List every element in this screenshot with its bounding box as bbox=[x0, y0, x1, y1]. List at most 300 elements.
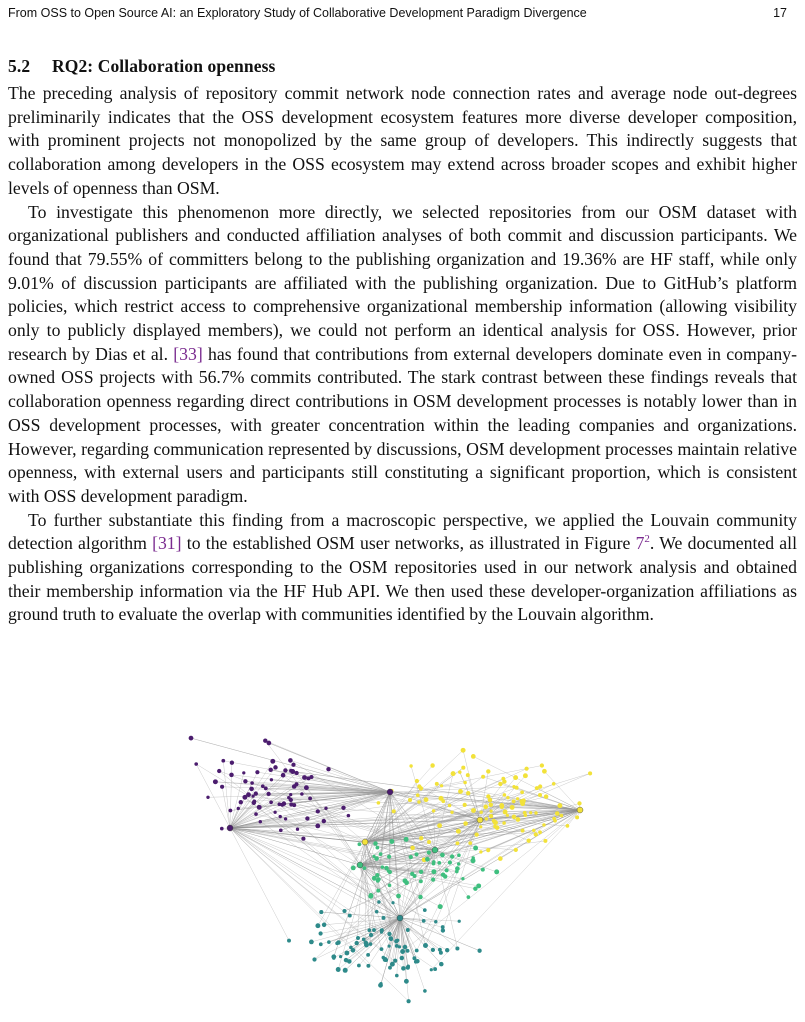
network-node bbox=[302, 775, 307, 780]
network-node bbox=[266, 792, 270, 796]
network-node bbox=[388, 870, 392, 874]
network-node bbox=[217, 769, 221, 773]
citation-link-31[interactable]: [31] bbox=[152, 533, 182, 554]
network-edge bbox=[222, 787, 230, 828]
network-node bbox=[289, 798, 293, 802]
network-node bbox=[423, 943, 428, 948]
network-node bbox=[400, 956, 404, 960]
network-node bbox=[326, 767, 330, 771]
network-node bbox=[457, 853, 461, 857]
network-node bbox=[390, 938, 393, 941]
network-node bbox=[254, 812, 258, 816]
network-node bbox=[451, 771, 456, 776]
network-node bbox=[296, 828, 299, 831]
network-node bbox=[542, 823, 545, 826]
network-node bbox=[486, 794, 490, 798]
network-node bbox=[471, 754, 476, 759]
network-node bbox=[261, 784, 265, 788]
network-edge bbox=[271, 802, 435, 850]
paragraph-1: The preceding analysis of repository commit network node connection rates and average node out-degrees preliminarily indicates that the OSS development ecosystem features more diverse developer composition, with prominent projects not monopolized by the same group of developers. This indirectly suggests that collaboration among developers in the OSS ecosystem may extend across broader scopes and exhibit higher levels of openness than OSM. bbox=[8, 83, 797, 198]
network-node bbox=[309, 940, 314, 945]
network-node bbox=[489, 809, 492, 812]
network-node bbox=[414, 960, 418, 964]
network-node bbox=[450, 854, 454, 858]
running-title: From OSS to Open Source AI: an Exploratory Study of Collaborative Development Paradigm Divergence bbox=[8, 6, 587, 20]
network-node bbox=[355, 941, 359, 945]
network-edge bbox=[379, 850, 435, 879]
network-node bbox=[406, 999, 410, 1003]
network-node bbox=[263, 738, 267, 742]
network-node bbox=[529, 811, 532, 814]
network-node bbox=[430, 968, 433, 971]
network-node bbox=[206, 796, 209, 799]
network-node bbox=[499, 803, 504, 808]
network-node bbox=[437, 823, 442, 828]
network-node bbox=[458, 920, 461, 923]
network-node bbox=[445, 868, 449, 872]
network-node bbox=[439, 796, 444, 801]
network-node bbox=[395, 944, 399, 948]
network-node bbox=[292, 784, 297, 789]
network-node bbox=[351, 865, 356, 870]
network-node bbox=[455, 870, 459, 874]
network-node bbox=[412, 956, 416, 960]
network-node bbox=[479, 825, 482, 828]
network-node bbox=[348, 914, 352, 918]
network-node bbox=[415, 779, 419, 783]
network-node bbox=[450, 811, 453, 814]
paragraph-2-text-a: To investigate this phenomenon more directly, we selected repositories from our OSM dataset with organizational publishers and conducted affiliation analyses of both commit and discussion participants. We found that 79.55% of committers belong to the publishing organization and 19.36% are HF staff, while only 9.01% of discussion participants are affiliated with the publishing organization. Due to GitHub’s platform policies, which restrict access to comprehensive organizational membership information (allowing visibility only to publicly displayed members), we could not perform an identical analysis for OSS. However, prior research by Dias et al. bbox=[8, 201, 797, 364]
network-node bbox=[445, 948, 449, 952]
network-node bbox=[525, 767, 529, 771]
body-text bbox=[8, 82, 797, 627]
network-node bbox=[349, 946, 353, 950]
network-node bbox=[264, 786, 268, 790]
network-node bbox=[520, 790, 524, 794]
network-node bbox=[527, 839, 531, 843]
network-edge bbox=[400, 918, 459, 921]
network-node bbox=[417, 800, 420, 803]
network-node bbox=[473, 846, 478, 851]
network-node bbox=[379, 982, 382, 985]
network-hub-node bbox=[227, 825, 233, 831]
paragraph-3-text-b: to the established OSM user networks, as illustrated in Figure bbox=[181, 533, 636, 554]
network-node bbox=[404, 880, 409, 885]
paragraph-3 bbox=[8, 509, 797, 628]
paragraph-2-text-b: has found that contributions from external developers dominate even in company-owned OSS projects with 56.7% commits contributed. The stark contrast between these findings reveals that collaboration openness regarding direct contributions in OSM development processes is notably lower than in OSS development processes, with greater concentration within the leading companies and organizations. However, regarding communication represented by discussions, OSM development processes maintain relative openness, with external users and participants still constituting a significant proportion, which is consistent with OSS development paradigm. bbox=[8, 343, 797, 506]
network-edge bbox=[230, 828, 350, 916]
network-node bbox=[431, 948, 435, 952]
network-node bbox=[494, 869, 499, 874]
network-node bbox=[220, 785, 224, 789]
network-node bbox=[542, 769, 547, 774]
running-header bbox=[8, 6, 797, 22]
network-node bbox=[250, 781, 254, 785]
network-node bbox=[281, 773, 286, 778]
network-node bbox=[458, 789, 463, 794]
network-node bbox=[343, 968, 348, 973]
network-node bbox=[483, 805, 488, 810]
network-node bbox=[401, 966, 406, 971]
network-node bbox=[243, 779, 247, 783]
network-node bbox=[463, 803, 467, 807]
network-node bbox=[461, 877, 464, 880]
network-node bbox=[369, 933, 373, 937]
network-node bbox=[383, 957, 388, 962]
network-node bbox=[434, 920, 437, 923]
network-node bbox=[455, 946, 459, 950]
network-node bbox=[377, 900, 380, 903]
network-node bbox=[552, 817, 556, 821]
network-node bbox=[476, 883, 481, 888]
network-node bbox=[396, 939, 399, 942]
network-node bbox=[419, 836, 423, 840]
network-node bbox=[373, 841, 378, 846]
network-node bbox=[437, 861, 441, 865]
network-node bbox=[512, 785, 515, 788]
network-edge bbox=[435, 850, 497, 872]
network-node bbox=[471, 858, 476, 863]
network-node bbox=[498, 856, 503, 861]
network-node bbox=[400, 949, 405, 954]
network-node bbox=[502, 821, 506, 825]
network-node bbox=[409, 855, 413, 859]
network-node bbox=[229, 773, 234, 778]
network-node bbox=[366, 953, 370, 957]
network-node bbox=[372, 928, 376, 932]
network-node bbox=[566, 824, 570, 828]
network-node bbox=[388, 883, 392, 887]
network-edge bbox=[230, 828, 382, 949]
network-node bbox=[336, 967, 341, 972]
network-node bbox=[332, 956, 335, 959]
network-node bbox=[315, 823, 320, 828]
network-node bbox=[283, 768, 287, 772]
network-node bbox=[389, 839, 394, 844]
network-node bbox=[486, 769, 490, 773]
network-edge bbox=[400, 918, 480, 951]
network-node bbox=[380, 947, 384, 951]
network-node bbox=[481, 775, 485, 779]
network-node bbox=[439, 962, 444, 967]
network-node bbox=[516, 817, 521, 822]
network-node bbox=[510, 805, 515, 810]
network-node bbox=[279, 828, 283, 832]
network-node bbox=[432, 809, 435, 812]
network-node bbox=[441, 925, 445, 929]
network-node bbox=[435, 782, 439, 786]
network-node bbox=[268, 768, 272, 772]
network-node bbox=[427, 840, 431, 844]
network-node bbox=[418, 895, 422, 899]
network-node bbox=[376, 846, 380, 850]
network-node bbox=[289, 793, 292, 796]
network-node bbox=[577, 801, 581, 805]
network-node bbox=[424, 797, 429, 802]
network-node bbox=[273, 811, 276, 814]
network-node bbox=[249, 787, 254, 792]
network-node bbox=[481, 868, 485, 872]
network-node bbox=[431, 869, 436, 874]
network-node bbox=[322, 923, 327, 928]
network-node bbox=[419, 870, 423, 874]
paragraph-2 bbox=[8, 201, 797, 509]
footnote-marker[interactable]: 2 bbox=[644, 533, 650, 546]
network-node bbox=[239, 800, 243, 804]
network-node bbox=[543, 839, 547, 843]
network-node bbox=[287, 939, 291, 943]
network-node bbox=[498, 782, 502, 786]
network-node bbox=[448, 860, 452, 864]
network-node bbox=[288, 758, 293, 763]
network-node bbox=[358, 842, 362, 846]
network-node bbox=[319, 931, 323, 935]
network-node bbox=[194, 762, 198, 766]
network-node bbox=[503, 793, 507, 797]
network-node bbox=[425, 857, 430, 862]
network-node bbox=[520, 801, 525, 806]
network-node bbox=[364, 941, 369, 946]
network-node bbox=[404, 979, 409, 984]
network-node bbox=[538, 793, 542, 797]
figure-reference-link[interactable]: 7 bbox=[635, 533, 645, 554]
network-node bbox=[540, 763, 544, 767]
network-node bbox=[308, 796, 312, 800]
network-node bbox=[532, 829, 536, 833]
network-node bbox=[534, 832, 538, 836]
network-node bbox=[416, 793, 420, 797]
network-node bbox=[438, 904, 443, 909]
network-node bbox=[457, 862, 460, 865]
network-edge bbox=[353, 918, 400, 950]
network-edge bbox=[431, 810, 580, 970]
network-edge bbox=[208, 792, 390, 797]
network-node bbox=[441, 872, 446, 877]
network-node bbox=[372, 876, 377, 881]
network-hub-node bbox=[362, 839, 368, 845]
network-node bbox=[524, 814, 528, 818]
network-node bbox=[521, 829, 525, 833]
network-node bbox=[493, 825, 497, 829]
network-node bbox=[376, 889, 380, 893]
network-node bbox=[292, 803, 296, 807]
network-node bbox=[259, 820, 262, 823]
network-node bbox=[382, 916, 386, 920]
network-node bbox=[431, 878, 435, 882]
network-node bbox=[341, 806, 345, 810]
network-node bbox=[347, 959, 352, 964]
network-node bbox=[344, 951, 349, 956]
network-node bbox=[479, 850, 482, 853]
network-node bbox=[486, 848, 490, 852]
network-node bbox=[388, 945, 391, 948]
network-node bbox=[384, 866, 389, 871]
network-node bbox=[422, 919, 426, 923]
network-node bbox=[480, 811, 483, 814]
network-edge bbox=[230, 828, 360, 865]
network-edge bbox=[400, 820, 480, 918]
network-node bbox=[513, 775, 518, 780]
network-node bbox=[512, 815, 517, 820]
network-node bbox=[466, 773, 470, 777]
network-edges bbox=[191, 738, 590, 1001]
network-node bbox=[347, 814, 351, 818]
network-node bbox=[305, 816, 309, 820]
network-node bbox=[534, 811, 537, 814]
network-node bbox=[403, 945, 408, 950]
network-edge bbox=[400, 918, 436, 922]
network-edge bbox=[400, 855, 459, 918]
network-node bbox=[516, 797, 519, 800]
network-node bbox=[467, 895, 471, 899]
network-node bbox=[393, 959, 397, 963]
network-node bbox=[294, 771, 298, 775]
network-hub-node bbox=[387, 789, 393, 795]
network-node bbox=[514, 848, 518, 852]
network-node bbox=[427, 850, 431, 854]
network-node bbox=[414, 852, 418, 856]
network-node bbox=[324, 807, 327, 810]
network-node bbox=[538, 830, 542, 834]
network-node bbox=[387, 932, 391, 936]
network-node bbox=[413, 874, 417, 878]
network-node bbox=[415, 949, 419, 953]
network-node bbox=[503, 810, 508, 815]
network-node bbox=[466, 791, 470, 795]
network-node bbox=[406, 965, 410, 969]
network-node bbox=[387, 855, 391, 859]
network-node bbox=[307, 776, 311, 780]
network-node bbox=[523, 773, 528, 778]
network-hub-node bbox=[397, 915, 403, 921]
citation-link-33[interactable]: [33] bbox=[173, 343, 203, 364]
network-node bbox=[419, 879, 423, 883]
network-node bbox=[237, 807, 240, 810]
network-node bbox=[242, 771, 245, 774]
network-node bbox=[301, 837, 305, 841]
network-node bbox=[339, 955, 342, 958]
network-node bbox=[220, 827, 224, 831]
network-edge bbox=[230, 828, 289, 941]
network-node bbox=[588, 771, 592, 775]
network-node bbox=[229, 809, 233, 813]
network-node bbox=[463, 781, 467, 785]
network-node bbox=[461, 748, 466, 753]
network-edge bbox=[230, 798, 441, 828]
section-title: RQ2: Collaboration openness bbox=[52, 56, 276, 76]
network-node bbox=[408, 798, 412, 802]
network-node bbox=[269, 800, 273, 804]
network-node bbox=[316, 809, 320, 813]
network-node bbox=[395, 974, 399, 978]
network-node bbox=[461, 766, 465, 770]
network-nodes bbox=[189, 736, 593, 1004]
network-node bbox=[440, 853, 445, 858]
network-node bbox=[463, 821, 468, 826]
network-node bbox=[391, 901, 394, 904]
network-node bbox=[506, 796, 509, 799]
network-node bbox=[489, 814, 493, 818]
page-number: 17 bbox=[773, 6, 787, 20]
network-node bbox=[377, 801, 381, 805]
network-node bbox=[284, 817, 287, 820]
network-edge bbox=[417, 820, 480, 951]
network-node bbox=[213, 779, 218, 784]
network-edge bbox=[390, 787, 514, 792]
network-node bbox=[221, 759, 225, 763]
network-node bbox=[300, 792, 304, 796]
network-node bbox=[289, 769, 293, 773]
network-node bbox=[438, 948, 442, 952]
network-node bbox=[501, 777, 505, 781]
network-node bbox=[557, 803, 562, 808]
network-node bbox=[430, 763, 434, 767]
network-node bbox=[432, 860, 436, 864]
network-node bbox=[555, 811, 560, 816]
network-node bbox=[440, 784, 443, 787]
network-hub-node bbox=[477, 817, 483, 823]
network-node bbox=[392, 809, 396, 813]
network-node bbox=[315, 923, 320, 928]
network-node bbox=[575, 815, 579, 819]
network-node bbox=[319, 942, 323, 946]
network-node bbox=[456, 829, 461, 834]
network-node bbox=[485, 817, 489, 821]
network-node bbox=[270, 759, 275, 764]
network-edge bbox=[191, 738, 390, 792]
network-node bbox=[381, 865, 385, 869]
section-number: 5.2 bbox=[8, 56, 31, 76]
network-node bbox=[409, 764, 412, 767]
network-node bbox=[369, 942, 373, 946]
network-node bbox=[279, 815, 282, 818]
network-node bbox=[477, 949, 481, 953]
paragraph-3-text-c: . We documented all publishing organizations corresponding to the OSM repositories used in our network analysis and obtained their membership information via the HF Hub API. We then used these developer-organization affiliations as ground truth to evaluate the overlap with communities identified by the Louvain algorithm. bbox=[8, 533, 797, 625]
network-node bbox=[362, 866, 366, 870]
network-node bbox=[252, 801, 256, 805]
network-node bbox=[319, 910, 323, 914]
network-node bbox=[493, 820, 498, 825]
network-node bbox=[342, 909, 346, 913]
network-node bbox=[423, 908, 427, 912]
network-node bbox=[366, 964, 370, 968]
network-node bbox=[512, 799, 516, 803]
network-node bbox=[282, 801, 287, 806]
network-node bbox=[535, 786, 539, 790]
network-node bbox=[357, 964, 361, 968]
network-node bbox=[367, 928, 371, 932]
network-node bbox=[270, 778, 273, 781]
network-node bbox=[552, 782, 556, 786]
network-node bbox=[257, 805, 262, 810]
network-node bbox=[448, 804, 452, 808]
network-hub-node bbox=[357, 862, 363, 868]
network-node bbox=[506, 814, 509, 817]
network-node bbox=[458, 770, 462, 774]
network-graph bbox=[150, 700, 670, 1022]
network-figure bbox=[150, 700, 670, 1022]
network-hub-node bbox=[432, 847, 438, 853]
network-node bbox=[189, 736, 194, 741]
network-node bbox=[312, 957, 316, 961]
network-node bbox=[356, 936, 360, 940]
network-node bbox=[474, 832, 478, 836]
network-node bbox=[254, 791, 258, 795]
network-node bbox=[471, 808, 476, 813]
network-node bbox=[327, 940, 331, 944]
network-node bbox=[404, 837, 409, 842]
network-node bbox=[304, 785, 309, 790]
